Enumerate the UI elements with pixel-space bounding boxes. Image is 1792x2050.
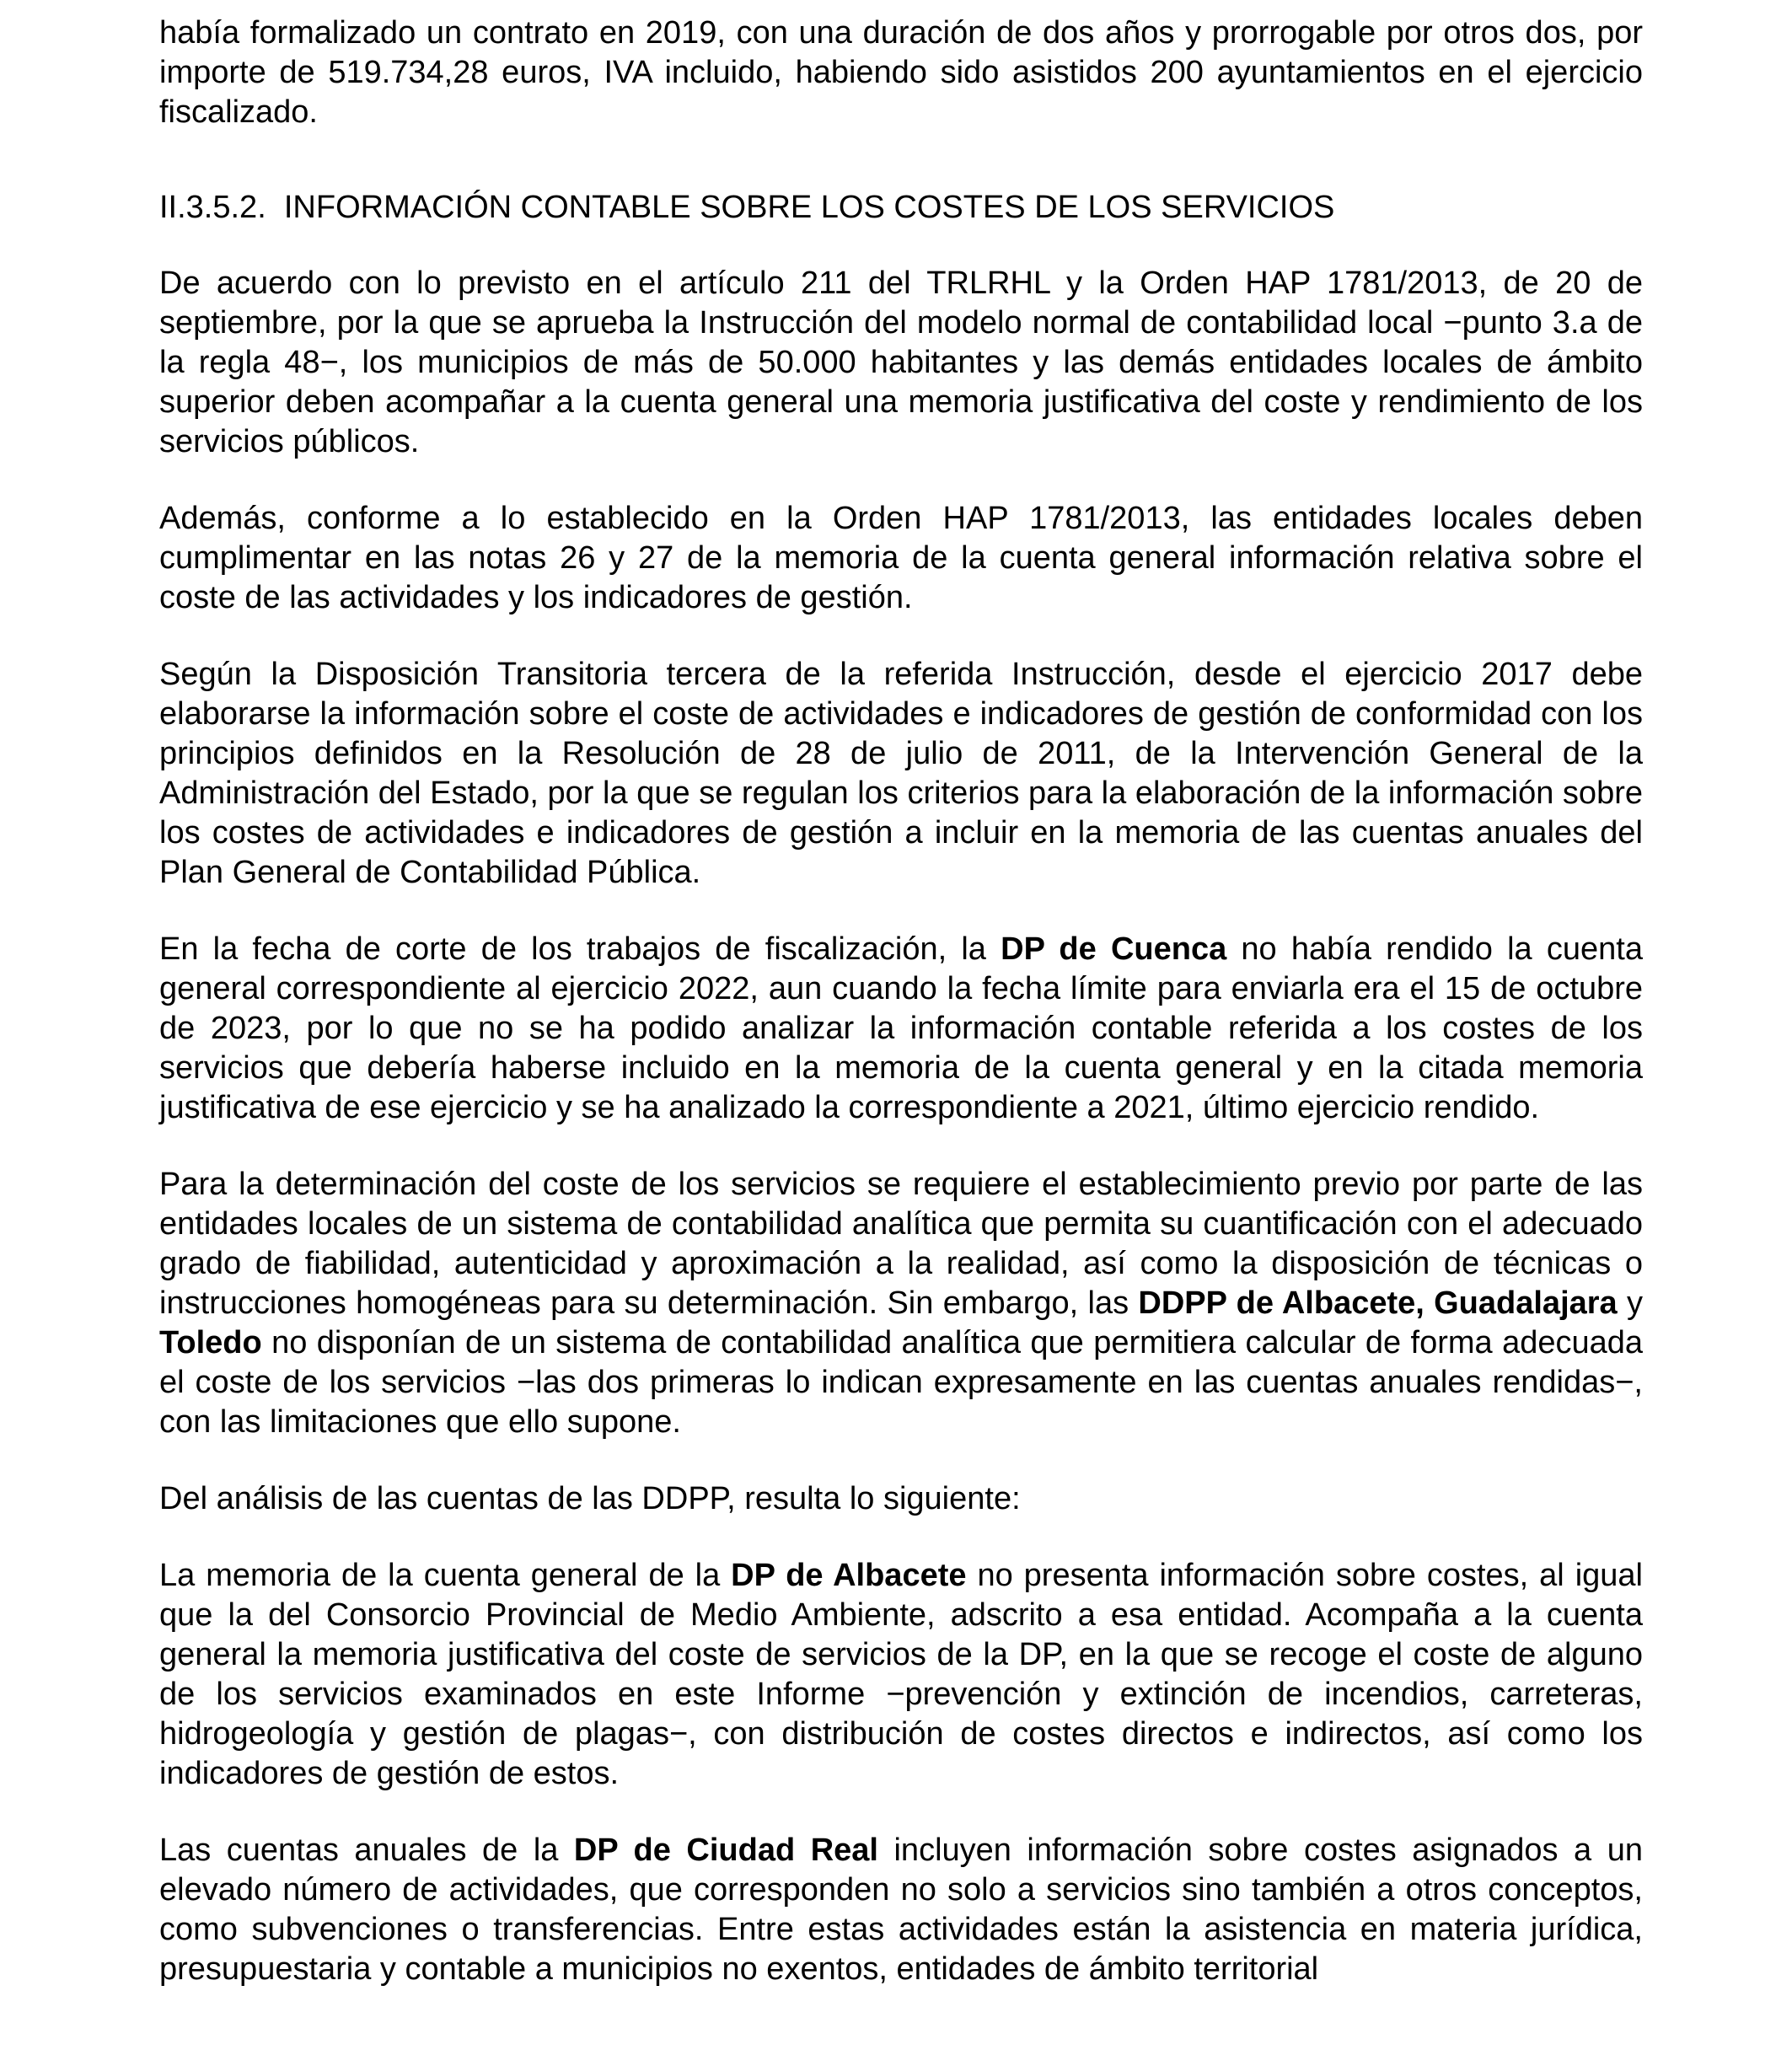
paragraph-contract-continuation: había formalizado un contrato en 2019, con una duración de dos años y prorrogable por otros dos, por importe de 519.734,28 euros, IVA incluido, habiendo sido asistidos 200 ayuntamientos en el ejercicio fiscalizado. bbox=[159, 15, 1643, 130]
text-run: En la fecha de corte de los trabajos de fiscalización, la bbox=[159, 931, 1001, 967]
text-run: y bbox=[1617, 1285, 1643, 1321]
text-run: no disponían de un sistema de contabilidad analítica que permitiera calcular de forma adecuada el coste de los servicios −las dos primeras lo indican expresamente en las cuentas anuales rendidas−, con las limitaciones que ello supone. bbox=[159, 1325, 1643, 1440]
entity-name-dp-cuenca: DP de Cuenca bbox=[1001, 931, 1227, 967]
paragraph-dp-albacete bbox=[159, 1556, 1643, 1794]
paragraph-analysis-intro: Del análisis de las cuentas de las DDPP, resulta lo siguiente: bbox=[159, 1481, 1021, 1516]
text-run: incluyen información sobre costes asignados a un elevado número de actividades, que corresponden no solo a servicios sino también a otros conceptos, como subvenciones o transferencias. Entre estas actividades están la asistencia en materia jurídica, presupuestaria y contable a municipios no exentos, entidades de ámbito territorial bbox=[159, 1833, 1643, 1987]
paragraph-dp-ciudad-real bbox=[159, 1831, 1643, 1989]
text-run: Para la determinación del coste de los servicios se requiere el establecimiento previo por parte de las entidades locales de un sistema de contabilidad analítica que permita su cuantificación con el adecuado grado de fiabilidad, autenticidad y aproximación a la realidad, así como la disposición de técnicas o instrucciones homogéneas para su determinación. Sin embargo, las bbox=[159, 1167, 1643, 1321]
entity-name-dp-ciudad-real: DP de Ciudad Real bbox=[573, 1833, 878, 1868]
text-run: La memoria de la cuenta general de la bbox=[159, 1558, 732, 1593]
text-run: Las cuentas anuales de la bbox=[159, 1833, 574, 1868]
paragraph-legal-basis: De acuerdo con lo previsto en el artículo 211 del TRLRHL y la Orden HAP 1781/2013, de 20 de septiembre, por la que se aprueba la Instrucción del modelo normal de contabilidad local −punto 3.a de la regla 48−, los municipios de más de 50.000 habitantes y las demás entidades locales de ámbito superior deben acompañar a la cuenta general una memoria justificativa del coste y rendimiento de los servicios públicos. bbox=[159, 266, 1643, 459]
paragraph-notes-26-27: Además, conforme a lo establecido en la Orden HAP 1781/2013, las entidades locales deben cumplimentar en las notas 26 y 27 de la memoria de la cuenta general información relativa sobre el coste de las actividades y los indicadores de gestión. bbox=[159, 501, 1643, 615]
paragraph-transitional-provision: Según la Disposición Transitoria tercera de la referida Instrucción, desde el ejercicio 2017 debe elaborarse la información sobre el coste de actividades e indicadores de gestión de conformidad con los principios definidos en la Resolución de 28 de julio de 2011, de la Intervención General de la Administración del Estado, por la que se regulan los criterios para la elaboración de la información sobre los costes de actividades e indicadores de gestión a incluir en la memoria de las cuentas anuales del Plan General de Contabilidad Pública. bbox=[159, 657, 1643, 890]
entity-name-dp-albacete: DP de Albacete bbox=[731, 1558, 967, 1593]
document-page bbox=[159, 13, 1643, 1989]
entity-name-toledo: Toledo bbox=[159, 1325, 262, 1360]
section-heading: II.3.5.2. INFORMACIÓN CONTABLE SOBRE LOS COSTES DE LOS SERVICIOS bbox=[159, 190, 1335, 225]
paragraph-dp-cuenca bbox=[159, 930, 1643, 1128]
paragraph-analytic-accounting bbox=[159, 1165, 1643, 1442]
entity-name-ddpp-albacete-guadalajara: DDPP de Albacete, Guadalajara bbox=[1138, 1285, 1618, 1321]
text-run: no había rendido la cuenta general correspondiente al ejercicio 2022, aun cuando la fecha límite para enviarla era el 15 de octubre de 2023, por lo que no se ha podido analizar la información contable referida a los costes de los servicios que debería haberse incluido en la memoria de la cuenta general y en la citada memoria justificativa de ese ejercicio y se ha analizado la correspondiente a 2021, último ejercicio rendido. bbox=[159, 931, 1643, 1125]
text-run: no presenta información sobre costes, al igual que la del Consorcio Provincial de Medio Ambiente, adscrito a esa entidad. Acompaña a la cuenta general la memoria justificativa del coste de servicios de la DP, en la que se recoge el coste de alguno de los servicios examinados en este Informe −prevención y extinción de incendios, carreteras, hidrogeología y gestión de plagas−, con distribución de costes directos e indirectos, así como los indicadores de gestión de estos. bbox=[159, 1558, 1643, 1791]
